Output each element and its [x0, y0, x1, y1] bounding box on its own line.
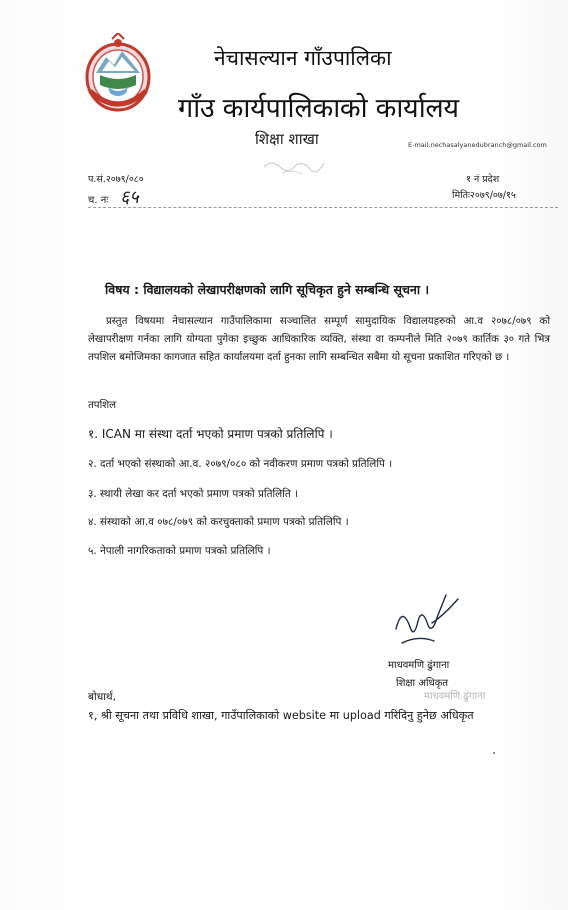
requirement-item: ४. संस्थाको आ.व ०७८/०७९ को करचुक्ताको प्रमाण पत्रको प्रतिलिपि ।	[88, 516, 349, 528]
header-divider	[88, 207, 558, 208]
section-name: शिक्षा शाखा	[255, 130, 319, 148]
dispatch-number-value: ६५	[120, 187, 139, 208]
requirement-item: १. ICAN मा संस्था दर्ता भएको प्रमाण पत्रको प्रतिलिपि ।	[88, 427, 333, 441]
requirement-item: ३. स्थायी लेखा कर दर्ता भएको प्रमाण पत्रको प्रतिलिति ।	[88, 488, 299, 500]
subject-line: विषय : विद्यालयको लेखापरीक्षणको लागि सूचिकृत हुने सम्बन्धि सूचना ।	[105, 282, 430, 297]
faded-stamp: माधवमणि ढुंगाना	[424, 691, 486, 702]
province-label: १ नं प्रदेश	[466, 174, 500, 185]
letter-date: मितिः२०७९/०७/१५	[452, 190, 516, 201]
cc-item: १, श्री सूचना तथा प्रविधि शाखा, गाउँपालिकाको website मा upload गरिदिनु हुनेछ अधिकृत	[88, 709, 474, 722]
page-speck	[493, 752, 495, 754]
cc-heading: बोधार्थ,	[88, 691, 116, 703]
email-address: E-mail:nechasalyanedubranch@gmail.com	[408, 141, 547, 149]
office-name: गाँउ कार्यपालिकाको कार्यालय	[178, 93, 459, 124]
signatory-name: माधवमणि ढुंगाना	[388, 660, 450, 671]
signatory-post: शिक्षा अधिकृत	[396, 678, 449, 689]
details-heading: तपशिल	[88, 400, 117, 411]
nepal-emblem-icon	[84, 33, 152, 115]
dispatch-number-label: च. नः	[88, 195, 109, 206]
requirement-item: ५. नेपाली नागरिकताको प्रमाण पत्रको प्रतिलिपि ।	[88, 545, 271, 557]
handwritten-signature	[388, 585, 468, 657]
reference-number: प.सं.२०७९/०८०	[88, 174, 144, 185]
faint-scribble	[262, 155, 332, 179]
requirement-item: २. दर्ता भएको संस्थाको आ.व. २०७९/०८० को नवीकरण प्रमाण पत्रको प्रतिलिपि ।	[88, 458, 393, 470]
municipality-name: नेचासल्यान गाँउपालिका	[214, 46, 392, 70]
body-paragraph: प्रस्तुत विषयमा नेचासल्यान गाउँपालिकामा सञ्चालित सम्पूर्ण सामुदायिक विद्यालयहरुको आ.व २०७८/०७९ को लेखापरीक्षण गर्नका लागि योग्यता पुगेका इच्छुक आधिकारिक व्यक्ति, संस्था वा कम्पनीले मिति २०७९ कार्तिक ३० गते भित्र तपशिल बमोजिमका कागजात सहित कार्यालयमा दर्ता हुनका लागि सम्बन्धित सबैमा यो सूचना प्रकाशित गरिएको छ ।	[88, 316, 550, 364]
